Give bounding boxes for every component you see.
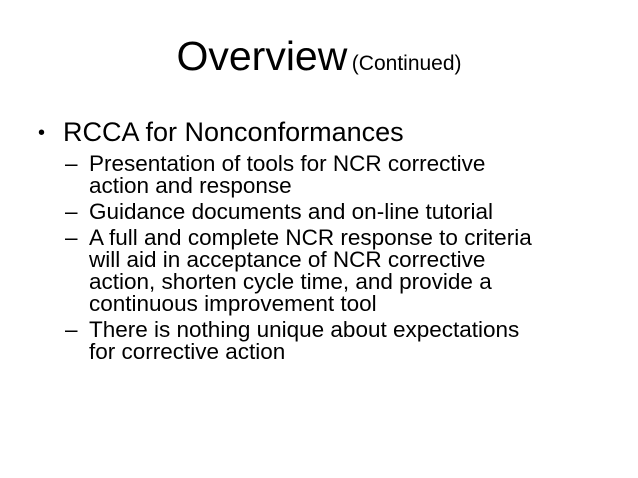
sub-bullet-line: Guidance documents and on-line tutorial	[89, 199, 494, 224]
sub-bullet-dash: –	[65, 199, 78, 224]
sub-bullet-line: continuous improvement tool	[89, 291, 377, 316]
title-text: Overview	[176, 33, 348, 79]
sub-bullet-line: action and response	[89, 173, 292, 198]
bullet-text: RCCA for Nonconformances	[63, 117, 404, 147]
slide-title	[0, 33, 638, 79]
sub-bullet-list	[65, 153, 625, 367]
bullet-rcca	[38, 116, 404, 149]
sub-bullet-line: for corrective action	[89, 339, 286, 364]
sub-bullet-expectations	[65, 319, 625, 363]
sub-bullet-line: There is nothing unique about expectations	[89, 317, 520, 342]
bullet-marker: •	[38, 122, 46, 144]
sub-bullet-dash: –	[65, 225, 78, 250]
title-suffix: (Continued)	[351, 52, 462, 75]
sub-bullet-line: action, shorten cycle time, and provide a	[89, 269, 492, 294]
sub-bullet-dash: –	[65, 151, 78, 176]
sub-bullet-line: will aid in acceptance of NCR corrective	[89, 247, 486, 272]
sub-bullet-tools	[65, 153, 625, 197]
sub-bullet-line: Presentation of tools for NCR corrective	[89, 151, 486, 176]
sub-bullet-dash: –	[65, 317, 78, 342]
sub-bullet-guidance	[65, 201, 625, 223]
sub-bullet-line: A full and complete NCR response to criteria	[89, 225, 532, 250]
sub-bullet-full-response	[65, 227, 625, 315]
